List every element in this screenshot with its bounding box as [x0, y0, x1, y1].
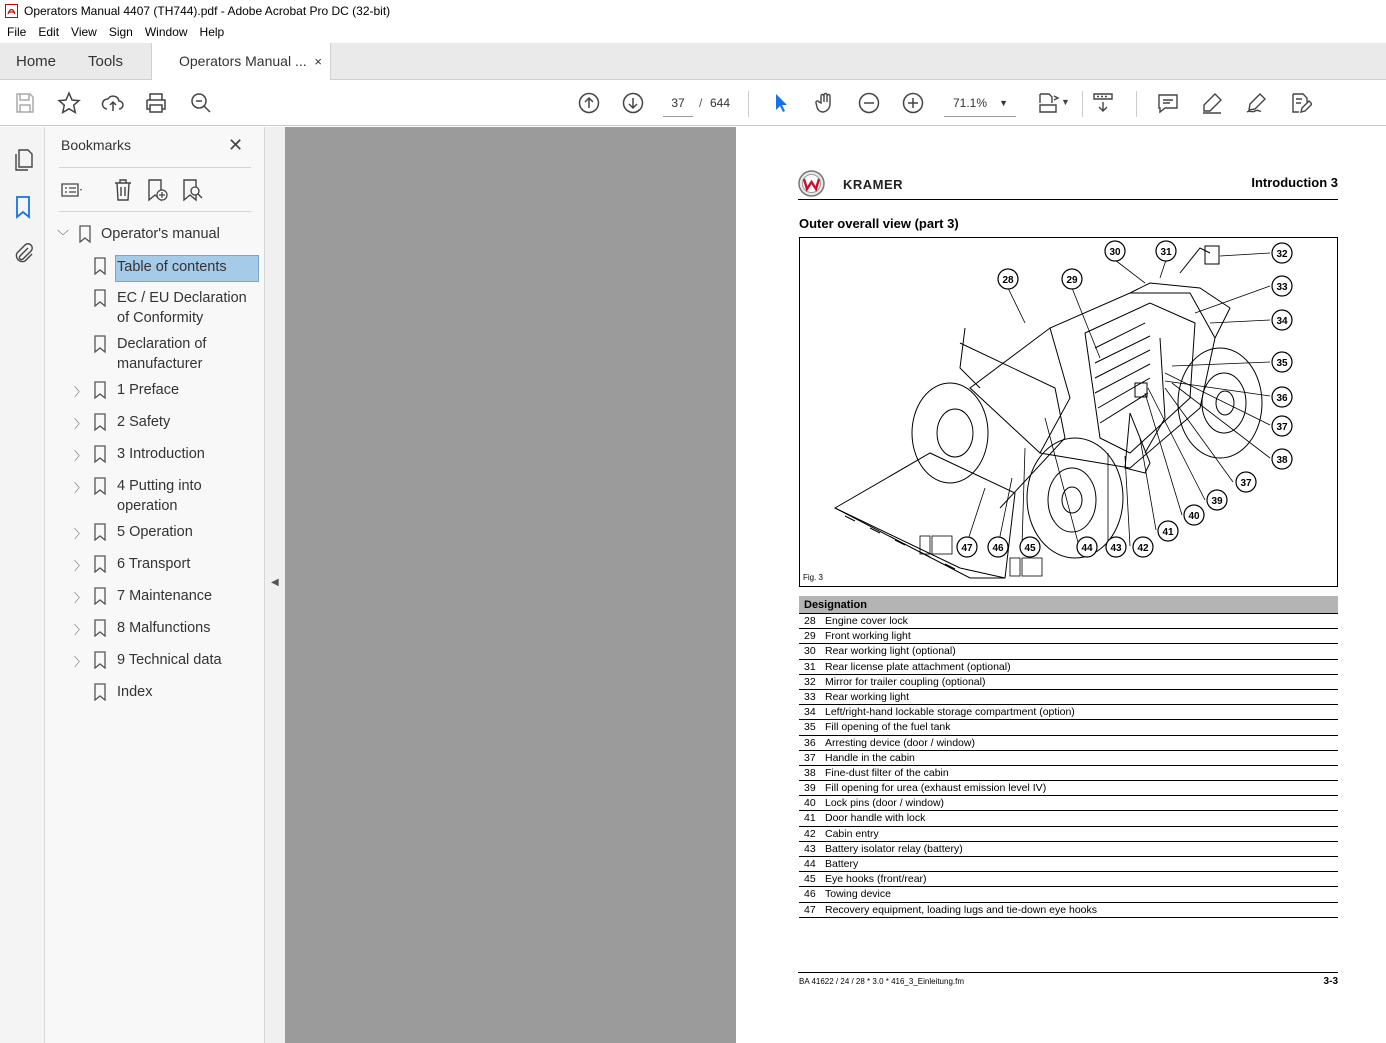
row-designation: Engine cover lock — [825, 615, 908, 627]
tab-bar — [0, 43, 1386, 80]
toolbar-divider — [1082, 91, 1083, 117]
select-arrow-icon[interactable] — [769, 91, 793, 115]
svg-text:29: 29 — [1066, 275, 1078, 286]
row-designation: Fill opening of the fuel tank — [825, 721, 951, 734]
chevron-right-icon[interactable]: 〉 — [74, 623, 87, 637]
bookmark-preface[interactable]: 1 Preface — [117, 382, 180, 398]
row-designation: Door handle with lock — [825, 812, 926, 825]
row-number: 43 — [804, 842, 816, 855]
chevron-right-icon[interactable]: 〉 — [74, 527, 87, 541]
row-designation: Front working light — [825, 630, 911, 643]
comment-icon[interactable] — [1156, 91, 1180, 115]
svg-text:36: 36 — [1276, 393, 1288, 404]
edit-pdf-icon[interactable] — [1288, 91, 1312, 115]
row-number: 40 — [804, 797, 816, 810]
row-designation: Eye hooks (front/rear) — [825, 873, 927, 886]
bookmark-flag-icon — [94, 289, 106, 307]
page-fit-icon[interactable] — [1036, 91, 1060, 115]
row-designation: Fill opening for urea (exhaust emission level IV) — [825, 782, 1047, 795]
toolbar-divider — [748, 91, 749, 117]
svg-text:31: 31 — [1160, 247, 1172, 258]
svg-text:38: 38 — [1276, 455, 1288, 466]
panel-collapse-handle[interactable] — [265, 127, 285, 1043]
scroll-mode-icon[interactable] — [1091, 91, 1115, 115]
bookmark-index[interactable]: Index — [117, 684, 153, 700]
bookmark-operation[interactable]: 5 Operation — [117, 524, 193, 540]
table-row — [799, 811, 1338, 826]
bookmark-malfunctions[interactable]: 8 Malfunctions — [117, 620, 211, 636]
chevron-down-icon[interactable]: ﹀ — [57, 229, 70, 243]
navigation-rail — [0, 127, 45, 1043]
bookmarks-panel-title: Bookmarks — [61, 137, 132, 153]
brand-name: KRAMER — [843, 177, 904, 192]
table-row — [799, 827, 1338, 842]
page-fit-dropdown-icon[interactable]: ▼ — [1061, 97, 1070, 107]
tab-close-icon[interactable]: × — [314, 54, 322, 69]
bookmark-table-of-contents[interactable]: Table of contents — [116, 256, 258, 281]
section-title: Outer overall view (part 3) — [799, 216, 959, 231]
upload-cloud-icon[interactable] — [101, 91, 125, 115]
table-row — [799, 614, 1338, 629]
delete-trash-icon[interactable] — [111, 178, 135, 202]
chevron-right-icon[interactable]: 〉 — [74, 559, 87, 573]
menu-window[interactable]: Window — [144, 25, 188, 39]
new-bookmark-icon[interactable] — [145, 178, 169, 202]
menu-sign[interactable]: Sign — [108, 25, 133, 39]
row-number: 41 — [804, 812, 816, 825]
table-row — [799, 705, 1338, 720]
chevron-right-icon[interactable]: 〉 — [74, 655, 87, 669]
menu-edit[interactable]: Edit — [38, 25, 60, 39]
search-zoom-icon[interactable] — [189, 91, 213, 115]
row-designation: Left/right-hand lockable storage compartment (option) — [825, 706, 1075, 719]
row-number: 34 — [804, 706, 816, 719]
bookmark-flag-icon — [94, 335, 106, 353]
table-row — [799, 857, 1338, 872]
row-number: 36 — [804, 736, 816, 749]
bookmark-search-icon[interactable] — [180, 178, 204, 202]
window-title: Operators Manual 4407 (TH744).pdf - Adobe Acrobat Pro DC (32-bit) — [24, 4, 391, 18]
row-number: 33 — [804, 690, 816, 703]
svg-text:47: 47 — [961, 543, 973, 554]
row-designation: Recovery equipment, loading lugs and tie-down eye hooks — [825, 903, 1098, 916]
page-up-icon[interactable] — [577, 91, 601, 115]
close-icon[interactable]: ✕ — [228, 135, 244, 155]
table-row — [799, 720, 1338, 735]
table-row — [799, 872, 1338, 887]
table-row — [799, 736, 1338, 751]
menu-view[interactable]: View — [71, 25, 97, 39]
window-title-bar — [0, 0, 1386, 22]
bookmark-flag-icon — [94, 683, 106, 701]
svg-text:40: 40 — [1188, 511, 1200, 522]
tab-document-label: Operators Manual ... — [179, 53, 307, 69]
row-number: 47 — [804, 903, 816, 916]
bookmarks-panel-icon[interactable] — [11, 195, 35, 219]
row-number: 30 — [804, 645, 816, 658]
svg-text:28: 28 — [1002, 275, 1014, 286]
print-icon[interactable] — [144, 91, 168, 115]
tab-home[interactable]: Home — [16, 53, 57, 70]
total-pages: 644 — [710, 96, 731, 110]
current-page-input[interactable]: 37 — [663, 89, 693, 117]
table-row — [799, 660, 1338, 675]
svg-text:44: 44 — [1081, 543, 1093, 554]
chevron-right-icon[interactable]: 〉 — [74, 385, 87, 399]
telehandler-drawing — [800, 238, 1337, 586]
bookmark-maintenance[interactable]: 7 Maintenance — [117, 588, 213, 604]
row-designation: Towing device — [825, 888, 891, 901]
svg-text:35: 35 — [1276, 358, 1288, 369]
bookmark-putting-into-operation[interactable]: 4 Putting into operation — [117, 478, 202, 514]
table-row — [799, 751, 1338, 766]
bookmark-options-icon[interactable] — [60, 178, 84, 202]
hand-icon[interactable] — [813, 91, 837, 115]
bookmark-flag-icon — [94, 555, 106, 573]
svg-text:46: 46 — [992, 543, 1004, 554]
tab-document[interactable] — [151, 43, 331, 80]
menu-bar — [0, 22, 1386, 43]
bookmark-declaration-manufacturer[interactable]: Declaration of manufacturer — [117, 336, 207, 372]
table-row — [799, 675, 1338, 690]
designation-table — [799, 596, 1338, 918]
row-number: 42 — [804, 827, 816, 840]
row-number: 37 — [804, 751, 816, 764]
fill-sign-icon[interactable] — [1244, 91, 1268, 115]
zoom-level-select[interactable] — [944, 89, 1016, 117]
bookmark-technical-data[interactable]: 9 Technical data — [117, 652, 222, 668]
svg-text:37: 37 — [1240, 478, 1252, 489]
chevron-right-icon[interactable]: 〉 — [74, 417, 87, 431]
bookmark-introduction[interactable]: 3 Introduction — [117, 446, 205, 462]
kramer-logo — [798, 170, 825, 197]
footer-page-number: 3-3 — [1323, 976, 1338, 987]
pdf-page-header — [798, 169, 1338, 200]
attachments-paperclip-icon[interactable] — [11, 241, 35, 265]
row-designation: Cabin entry — [825, 827, 879, 840]
bookmark-flag-icon — [94, 445, 106, 463]
table-row — [799, 690, 1338, 705]
svg-text:45: 45 — [1024, 543, 1036, 554]
bookmark-flag-icon — [94, 413, 106, 431]
chevron-down-icon: ▼ — [999, 98, 1008, 108]
chevron-right-icon[interactable]: 〉 — [74, 449, 87, 463]
row-number: 44 — [804, 858, 816, 870]
bookmark-transport[interactable]: 6 Transport — [117, 556, 191, 572]
pdf-page-footer — [798, 972, 1338, 987]
chevron-right-icon[interactable]: 〉 — [74, 591, 87, 605]
row-designation: Rear working light (optional) — [825, 645, 956, 658]
row-number: 35 — [804, 721, 816, 734]
chevron-right-icon[interactable]: 〉 — [74, 481, 87, 495]
bookmark-safety[interactable]: 2 Safety — [117, 414, 171, 430]
bookmark-ec-declaration[interactable]: EC / EU Declaration of Conformity — [117, 290, 247, 326]
bookmark-operators-manual[interactable]: Operator's manual — [101, 226, 220, 242]
row-designation: Arresting device (door / window) — [825, 736, 975, 749]
bookmark-flag-icon — [79, 225, 91, 243]
acrobat-app-icon — [5, 4, 18, 18]
row-number: 29 — [804, 630, 816, 643]
machine-illustration-figure — [799, 237, 1338, 587]
svg-text:43: 43 — [1110, 543, 1122, 554]
zoom-out-icon[interactable] — [857, 91, 881, 115]
svg-text:33: 33 — [1276, 282, 1288, 293]
page-separator: / — [699, 96, 703, 110]
row-number: 46 — [804, 888, 816, 901]
table-row — [799, 781, 1338, 796]
zoom-in-icon[interactable] — [901, 91, 925, 115]
row-designation: Lock pins (door / window) — [825, 797, 945, 810]
bookmark-flag-icon — [94, 651, 106, 669]
toolbar-divider — [1136, 91, 1137, 117]
row-number: 38 — [804, 766, 816, 779]
bookmark-flag-icon — [94, 587, 106, 605]
row-designation: Rear license plate attachment (optional) — [825, 660, 1011, 673]
figure-callouts — [957, 241, 1292, 557]
bookmark-flag-icon — [94, 619, 106, 637]
bookmark-flag-icon — [94, 523, 106, 541]
svg-text:37: 37 — [1276, 422, 1288, 433]
bookmark-flag-icon — [94, 257, 106, 275]
page-thumbnails-icon[interactable] — [11, 148, 35, 172]
row-number: 45 — [804, 873, 816, 886]
figure-caption: Fig. 3 — [803, 573, 824, 582]
document-canvas-background — [285, 127, 736, 1043]
row-number: 32 — [804, 675, 816, 688]
table-row — [799, 766, 1338, 781]
row-designation: Mirror for trailer coupling (optional) — [825, 675, 986, 688]
divider — [59, 211, 251, 212]
svg-text:32: 32 — [1276, 249, 1288, 260]
svg-text:30: 30 — [1109, 247, 1121, 258]
tab-tools[interactable]: Tools — [88, 53, 124, 70]
row-designation: Battery — [825, 858, 859, 870]
menu-file[interactable]: File — [7, 25, 27, 39]
table-row — [799, 887, 1338, 902]
row-number: 31 — [804, 660, 816, 673]
highlight-pen-icon[interactable] — [1200, 91, 1224, 115]
row-designation: Fine-dust filter of the cabin — [825, 766, 949, 779]
zoom-level-value: 71.1% — [953, 96, 988, 110]
row-designation: Battery isolator relay (battery) — [825, 842, 963, 855]
row-number: 39 — [804, 782, 816, 795]
row-number: 28 — [804, 615, 816, 627]
bookmark-flag-icon — [94, 381, 106, 399]
divider — [59, 167, 251, 168]
page-down-icon[interactable] — [621, 91, 645, 115]
bookmark-flag-icon — [94, 477, 106, 495]
row-designation: Handle in the cabin — [825, 751, 915, 764]
table-row — [799, 903, 1338, 918]
menu-help[interactable]: Help — [199, 25, 225, 39]
svg-text:34: 34 — [1276, 316, 1288, 327]
designation-table-header: Designation — [799, 596, 1338, 614]
row-designation: Rear working light — [825, 690, 910, 703]
bookmark-star-icon[interactable] — [57, 91, 81, 115]
table-row — [799, 644, 1338, 659]
svg-text:39: 39 — [1211, 496, 1223, 507]
bookmarks-panel — [45, 127, 265, 1043]
table-row — [799, 629, 1338, 644]
chapter-heading: Introduction 3 — [1251, 175, 1338, 190]
svg-text:41: 41 — [1162, 527, 1174, 538]
save-icon[interactable] — [13, 91, 37, 115]
svg-text:42: 42 — [1137, 543, 1149, 554]
footer-document-id: BA 41622 / 24 / 28 * 3.0 * 416_3_Einleitung.fm — [799, 977, 965, 986]
table-row — [799, 842, 1338, 857]
pdf-page — [736, 127, 1386, 1043]
collapse-left-icon: ◀ — [271, 577, 279, 588]
table-row — [799, 796, 1338, 811]
